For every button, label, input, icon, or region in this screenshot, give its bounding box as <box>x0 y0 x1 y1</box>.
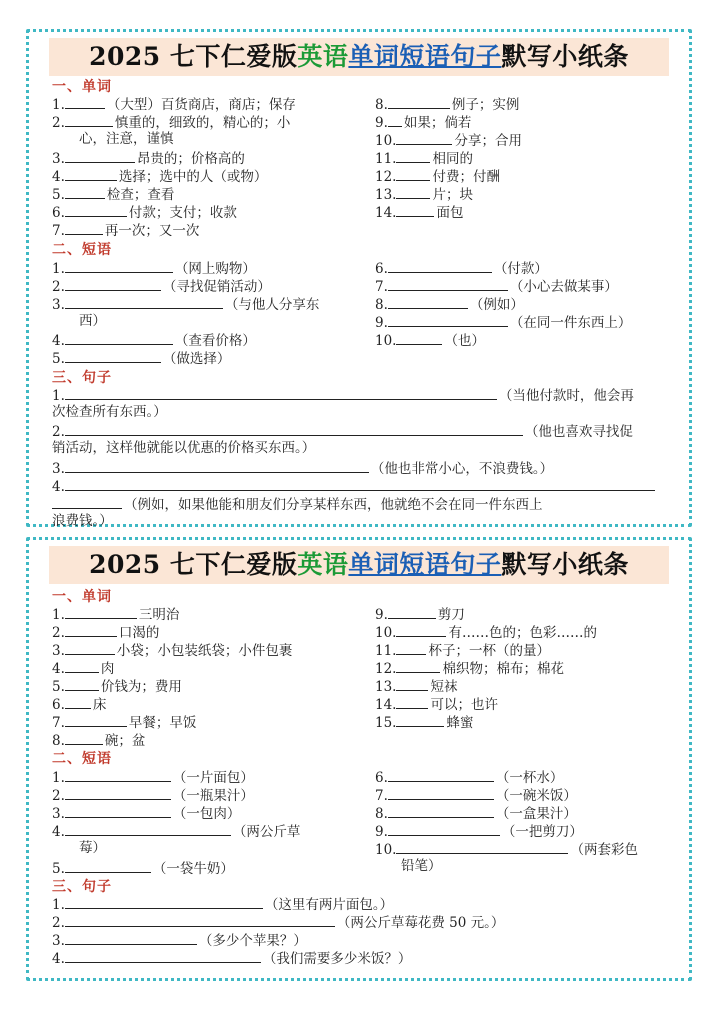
answer-blank[interactable] <box>65 330 173 345</box>
answer-blank[interactable] <box>396 166 430 181</box>
word-item: 9. 剪刀 <box>375 604 465 624</box>
answer-blank[interactable] <box>65 767 171 782</box>
answer-blank[interactable] <box>65 858 151 873</box>
phrase-item-continuation: 莓） <box>79 840 106 856</box>
word-item: 2. 慎重的，细致的，精心的；小 <box>52 112 290 132</box>
answer-blank[interactable] <box>396 202 434 217</box>
answer-blank[interactable] <box>65 421 523 436</box>
phrase-item: 3. （与他人分享东 <box>52 294 319 314</box>
answer-blank[interactable] <box>388 604 436 619</box>
title-suffix: 默写小纸条 <box>501 550 629 579</box>
word-item: 3. 小袋；小包装纸袋；小件包裹 <box>52 640 292 660</box>
word-item: 14. 面包 <box>375 202 463 222</box>
sentence-continuation: 浪费钱。） <box>52 513 113 529</box>
sentence-item: 1. （这里有两片面包。） <box>52 894 393 914</box>
answer-blank[interactable] <box>396 712 444 727</box>
answer-blank[interactable] <box>65 258 173 273</box>
word-item: 4. 选择；选中的人（或物） <box>52 166 267 186</box>
sentence-item: 3. （多少个苹果？） <box>52 930 307 950</box>
title-phrase: 单词短语句子 <box>348 42 502 71</box>
answer-blank[interactable] <box>396 839 568 854</box>
answer-blank[interactable] <box>65 622 117 637</box>
phrase-item: 1. （网上购物） <box>52 258 256 278</box>
phrase-item: 3. （一包肉） <box>52 803 240 823</box>
answer-blank[interactable] <box>396 148 430 163</box>
word-item: 15. 蜂蜜 <box>375 712 473 732</box>
answer-blank[interactable] <box>65 112 113 127</box>
answer-blank[interactable] <box>396 694 428 709</box>
answer-blank[interactable] <box>65 730 103 745</box>
word-item: 7. 早餐；早饭 <box>52 712 196 732</box>
answer-blank[interactable] <box>65 348 161 363</box>
word-item: 13. 短袜 <box>375 676 457 696</box>
phrase-item: 2. （一瓶果汁） <box>52 785 254 805</box>
sentence-continuation: 次检查所有东西。） <box>52 404 167 420</box>
section-phrases-heading: 二、短语 <box>52 242 112 258</box>
answer-blank[interactable] <box>65 930 197 945</box>
answer-blank[interactable] <box>65 166 117 181</box>
card-title <box>49 38 669 76</box>
sentence-item: 3. （他也非常小心，不浪费钱。） <box>52 458 553 478</box>
title-phrase: 单词短语句子 <box>348 550 502 579</box>
answer-blank[interactable] <box>388 803 494 818</box>
answer-blank[interactable] <box>396 130 452 145</box>
word-item: 2. 口渴的 <box>52 622 159 642</box>
answer-blank[interactable] <box>388 312 508 327</box>
word-item: 11. 杯子；一杯（的量） <box>375 640 550 660</box>
section-sentences-heading: 三、句子 <box>52 370 112 386</box>
phrase-item: 8. （例如） <box>375 294 524 314</box>
sentence-item-line2: （例如，如果他能和朋友们分享某样东西，他就绝不会在同一件东西上 <box>52 494 543 514</box>
title-prefix: 2025 七下仁爱版 <box>89 550 298 579</box>
word-item: 8. 碗；盆 <box>52 730 145 750</box>
answer-blank[interactable] <box>388 94 450 109</box>
answer-blank[interactable] <box>396 330 442 345</box>
answer-blank[interactable] <box>52 494 122 509</box>
answer-blank[interactable] <box>388 276 508 291</box>
word-item: 1. （大型）百货商店，商店；保存 <box>52 94 296 114</box>
phrase-item: 5. （一袋牛奶） <box>52 858 234 878</box>
word-item: 12. 付费；付酬 <box>375 166 500 186</box>
phrase-item: 10. （也） <box>375 330 485 350</box>
answer-blank[interactable] <box>65 604 137 619</box>
section-words-heading: 一、单词 <box>52 589 112 605</box>
card-title <box>49 546 669 584</box>
answer-blank[interactable] <box>396 184 430 199</box>
answer-blank[interactable] <box>396 658 440 673</box>
answer-blank[interactable] <box>65 658 99 673</box>
sentence-continuation: 销活动，这样他就能以优惠的价格买东西。） <box>52 440 316 456</box>
answer-blank[interactable] <box>65 894 263 909</box>
answer-blank[interactable] <box>65 912 335 927</box>
answer-blank[interactable] <box>65 94 105 109</box>
title-prefix: 2025 七下仁爱版 <box>89 42 298 71</box>
word-item: 9. 如果；倘若 <box>375 112 471 132</box>
answer-blank[interactable] <box>388 112 402 127</box>
title-suffix: 默写小纸条 <box>501 42 629 71</box>
word-item: 5. 检查；查看 <box>52 184 174 204</box>
word-item: 6. 付款；支付；收款 <box>52 202 237 222</box>
word-item: 1. 三明治 <box>52 604 179 624</box>
answer-blank[interactable] <box>65 202 127 217</box>
word-item: 8. 例子；实例 <box>375 94 519 114</box>
sentence-item: 2. （他也喜欢寻找促 <box>52 421 633 441</box>
sentence-item: 1. （当他付款时，他会再 <box>52 385 634 405</box>
answer-blank[interactable] <box>396 640 426 655</box>
section-sentences-heading: 三、句子 <box>52 879 112 895</box>
answer-blank[interactable] <box>396 676 428 691</box>
answer-blank[interactable] <box>388 294 468 309</box>
phrase-item: 9. （一把剪刀） <box>375 821 583 841</box>
answer-blank[interactable] <box>65 385 497 400</box>
answer-blank[interactable] <box>388 821 500 836</box>
phrase-item: 2. （寻找促销活动） <box>52 276 271 296</box>
worksheet-card-2 <box>26 537 692 981</box>
answer-blank[interactable] <box>388 767 494 782</box>
word-item: 3. 昂贵的；价格高的 <box>52 148 245 168</box>
word-item: 14. 可以；也许 <box>375 694 498 714</box>
answer-blank[interactable] <box>65 294 223 309</box>
phrase-item: 9. （在同一件东西上） <box>375 312 631 332</box>
phrase-item: 4. （查看价格） <box>52 330 256 350</box>
word-item: 13. 片；块 <box>375 184 473 204</box>
answer-blank[interactable] <box>65 676 99 691</box>
word-item-continuation: 心，注意，谨慎 <box>79 131 174 147</box>
phrase-item: 6. （一杯水） <box>375 767 563 787</box>
word-item: 5. 价钱为；费用 <box>52 676 182 696</box>
answer-blank[interactable] <box>65 640 115 655</box>
section-words-heading: 一、单词 <box>52 79 112 95</box>
title-english: 英语 <box>297 550 349 579</box>
phrase-item: 10. （两套彩色 <box>375 839 638 859</box>
phrase-item: 1. （一片面包） <box>52 767 254 787</box>
answer-blank[interactable] <box>65 948 261 963</box>
sentence-item: 4. （我们需要多少米饭？） <box>52 948 411 968</box>
answer-blank[interactable] <box>65 694 91 709</box>
answer-blank[interactable] <box>396 622 446 637</box>
word-item: 4. 肉 <box>52 658 114 678</box>
word-item: 12. 棉织物；棉布；棉花 <box>375 658 564 678</box>
phrase-item-continuation: 西） <box>79 313 106 329</box>
word-item: 7. 再一次；又一次 <box>52 220 199 240</box>
phrase-item: 7. （小心去做某事） <box>375 276 618 296</box>
phrase-item: 4. （两公斤草 <box>52 821 300 841</box>
answer-blank[interactable] <box>65 785 171 800</box>
phrase-item: 8. （一盒果汁） <box>375 803 577 823</box>
word-item: 11. 相同的 <box>375 148 473 168</box>
phrase-item-continuation: 铅笔） <box>401 858 442 874</box>
answer-blank[interactable] <box>65 458 369 473</box>
word-item: 10. 分享；合用 <box>375 130 522 150</box>
answer-blank[interactable] <box>65 712 127 727</box>
answer-blank[interactable] <box>65 821 231 836</box>
answer-blank[interactable] <box>65 148 135 163</box>
answer-blank[interactable] <box>65 276 161 291</box>
phrase-item: 7. （一碗米饭） <box>375 785 577 805</box>
title-english: 英语 <box>297 42 349 71</box>
answer-blank[interactable] <box>65 220 103 235</box>
answer-blank[interactable] <box>388 785 494 800</box>
sentence-item: 2. （两公斤草莓花费 50 元。） <box>52 912 504 932</box>
sentence-item: 4. <box>52 476 657 496</box>
answer-blank[interactable] <box>388 258 492 273</box>
answer-blank[interactable] <box>65 476 655 491</box>
word-item: 6. 床 <box>52 694 106 714</box>
answer-blank[interactable] <box>65 803 171 818</box>
word-item: 10. 有……色的；色彩……的 <box>375 622 597 642</box>
phrase-item: 6. （付款） <box>375 258 548 278</box>
section-phrases-heading: 二、短语 <box>52 751 112 767</box>
answer-blank[interactable] <box>65 184 105 199</box>
phrase-item: 5. （做选择） <box>52 348 230 368</box>
worksheet-card-1 <box>26 29 692 527</box>
